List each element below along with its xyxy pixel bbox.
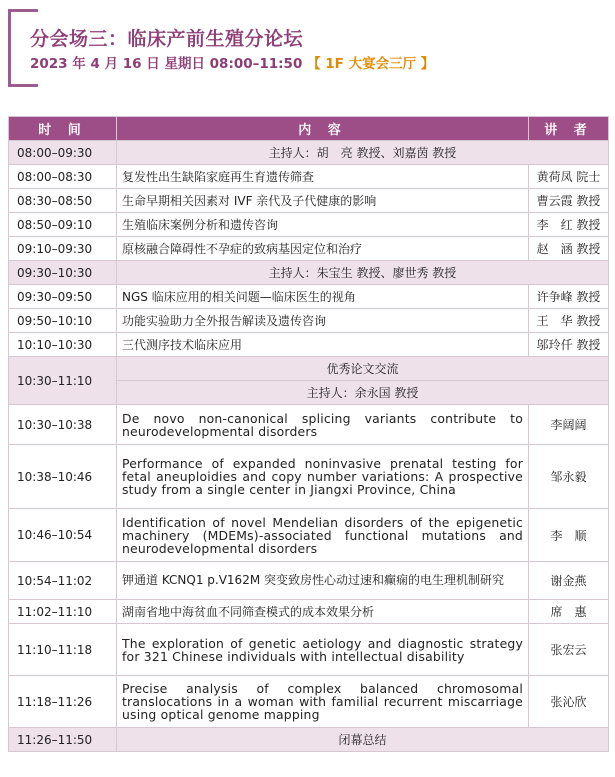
table-row <box>9 676 609 728</box>
agenda-table <box>8 116 609 752</box>
row-speaker: 李阔阔 <box>529 405 609 445</box>
row-time: 10:38–10:46 <box>9 445 117 509</box>
row-speaker: 李 红 教授 <box>529 213 609 237</box>
row-speaker: 谢金燕 <box>529 562 609 600</box>
row-time: 11:10–11:18 <box>9 624 117 676</box>
row-speaker: 王 华 教授 <box>529 309 609 333</box>
header-content: 内 容 <box>117 117 529 141</box>
row-speaker: 张沁欣 <box>529 676 609 728</box>
header-time: 时 间 <box>9 117 117 141</box>
session-host-row <box>9 141 609 165</box>
table-row <box>9 333 609 357</box>
table-row <box>9 285 609 309</box>
table-header-row <box>9 117 609 141</box>
row-speaker: 邹永毅 <box>529 445 609 509</box>
row-content: The exploration of genetic aetiology and diagnostic strategy for 321 Chinese individuals with intellectual disability <box>117 624 529 676</box>
row-speaker: 曹云霞 教授 <box>529 189 609 213</box>
closing-time: 11:26–11:50 <box>9 728 117 752</box>
closing-content: 闭幕总结 <box>117 728 609 752</box>
session-date-line <box>30 52 434 72</box>
row-time: 10:54–11:02 <box>9 562 117 600</box>
session-host: 主持人：胡 亮 教授、刘嘉茵 教授 <box>117 141 609 165</box>
session-host: 主持人：余永国 教授 <box>117 381 609 405</box>
session-time: 08:00–09:30 <box>9 141 117 165</box>
row-content: 原核融合障碍性不孕症的致病基因定位和治疗 <box>117 237 529 261</box>
row-time: 08:50–09:10 <box>9 213 117 237</box>
row-time: 09:30–09:50 <box>9 285 117 309</box>
row-content: 钾通道 KCNQ1 p.V162M 突变致房性心动过速和癫痫的电生理机制研究 <box>117 562 529 600</box>
row-time: 11:18–11:26 <box>9 676 117 728</box>
table-row <box>9 189 609 213</box>
table-row <box>9 562 609 600</box>
session-title-row <box>9 357 609 381</box>
row-speaker: 李 顺 <box>529 509 609 562</box>
table-row <box>9 405 609 445</box>
row-time: 08:30–08:50 <box>9 189 117 213</box>
row-content: Performance of expanded noninvasive prenatal testing for fetal aneuploidies and copy number variations: A prospective study from a single center in Jiangxi Province, China <box>117 445 529 509</box>
row-time: 09:10–09:30 <box>9 237 117 261</box>
row-content: NGS 临床应用的相关问题—临床医生的视角 <box>117 285 529 309</box>
table-row <box>9 309 609 333</box>
row-speaker: 席 惠 <box>529 600 609 624</box>
row-time: 10:10–10:30 <box>9 333 117 357</box>
header-speaker: 讲 者 <box>529 117 609 141</box>
row-speaker: 许争峰 教授 <box>529 285 609 309</box>
row-content: De novo non-canonical splicing variants contribute to neurodevelopmental disorders <box>117 405 529 445</box>
table-row <box>9 624 609 676</box>
row-content: 生命早期相关因素对 IVF 亲代及子代健康的影响 <box>117 189 529 213</box>
row-content: 生殖临床案例分析和遗传咨询 <box>117 213 529 237</box>
closing-row <box>9 728 609 752</box>
session-venue: 【 1F 大宴会三厅 】 <box>307 56 435 72</box>
row-speaker: 张宏云 <box>529 624 609 676</box>
row-content: 三代测序技术临床应用 <box>117 333 529 357</box>
row-time: 11:02–11:10 <box>9 600 117 624</box>
session-time: 10:30–11:10 <box>9 357 117 405</box>
table-row <box>9 509 609 562</box>
table-row <box>9 213 609 237</box>
row-time: 10:30–10:38 <box>9 405 117 445</box>
row-speaker: 邬玲仟 教授 <box>529 333 609 357</box>
session-host-row <box>9 261 609 285</box>
row-speaker: 赵 涵 教授 <box>529 237 609 261</box>
page-title: 分会场三：临床产前生殖分论坛 <box>30 28 304 50</box>
row-speaker: 黄荷凤 院士 <box>529 165 609 189</box>
session-date: 2023 年 4 月 16 日 星期日 08:00–11:50 <box>30 56 303 72</box>
row-time: 10:46–10:54 <box>9 509 117 562</box>
row-content: 复发性出生缺陷家庭再生育遗传筛查 <box>117 165 529 189</box>
row-time: 09:50–10:10 <box>9 309 117 333</box>
row-time: 08:00–08:30 <box>9 165 117 189</box>
session-time: 09:30–10:30 <box>9 261 117 285</box>
session-host: 主持人：朱宝生 教授、廖世秀 教授 <box>117 261 609 285</box>
row-content: Identification of novel Mendelian disorders of the epigenetic machinery (MDEMs)-associated functional mutations and neurodevelopmental disorders <box>117 509 529 562</box>
row-content: 功能实验助力全外报告解读及遗传咨询 <box>117 309 529 333</box>
table-row <box>9 165 609 189</box>
row-content: Precise analysis of complex balanced chromosomal translocations in a woman with familial recurrent miscarriage using optical genome mapping <box>117 676 529 728</box>
table-row <box>9 237 609 261</box>
session-title: 优秀论文交流 <box>117 357 609 381</box>
table-row <box>9 445 609 509</box>
row-content: 湖南省地中海贫血不同筛查模式的成本效果分析 <box>117 600 529 624</box>
table-row <box>9 600 609 624</box>
